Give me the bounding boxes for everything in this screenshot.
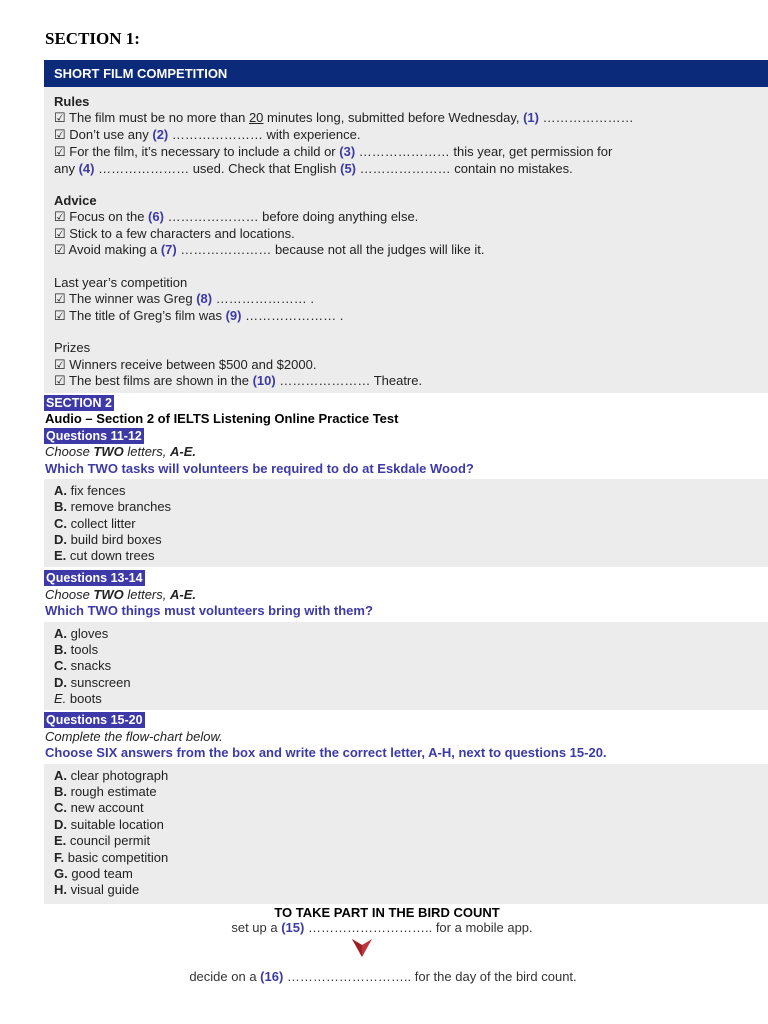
short-film-banner: SHORT FILM COMPETITION	[44, 60, 768, 87]
option-c: C. new account	[54, 800, 144, 815]
last-year-1: ☑ The winner was Greg (8) ………………… .	[54, 291, 314, 306]
rule-2: ☑ Don’t use any (2) ………………… with experience.	[54, 127, 361, 142]
last-year-heading: Last year’s competition	[54, 275, 188, 290]
option-b: B. rough estimate	[54, 784, 157, 799]
flowchart-instruction: Complete the flow-chart below.	[45, 729, 223, 744]
option-e: E. boots	[54, 691, 102, 706]
section1-title: SECTION 1:	[45, 29, 140, 48]
question-number: (3)	[339, 144, 356, 159]
down-arrow-icon	[351, 937, 373, 959]
question-number: (4)	[78, 161, 95, 176]
question-number: (7)	[160, 242, 177, 257]
option-c: C. collect litter	[54, 516, 136, 531]
questions-11-12-tag: Questions 11-12	[46, 429, 142, 443]
rules-heading: Rules	[54, 94, 90, 109]
flowchart-title: TO TAKE PART IN THE BIRD COUNT	[274, 905, 500, 920]
question-number: (5)	[340, 161, 357, 176]
options-box-13-14	[44, 622, 768, 710]
section2-tag: SECTION 2	[46, 396, 112, 410]
option-b: B. tools	[54, 642, 99, 657]
choose-instruction: Choose TWO letters, A-E.	[45, 444, 196, 459]
option-d: D. sunscreen	[54, 675, 131, 690]
option-b: B. remove branches	[54, 499, 172, 514]
question-number: (6)	[148, 209, 164, 224]
audio-title: Audio – Section 2 of IELTS Listening Online Practice Test	[45, 411, 399, 426]
question-15-20-text: Choose SIX answers from the box and write the correct letter, A-H, next to questions 15-20.	[45, 745, 607, 760]
advice-heading: Advice	[54, 193, 97, 208]
prize-2: ☑ The best films are shown in the (10) ………………… Theatre.	[54, 373, 423, 388]
question-number: (8)	[196, 291, 213, 306]
advice-1: ☑ Focus on the (6) ………………… before doing anything else.	[54, 209, 419, 224]
option-f: F. basic competition	[54, 850, 169, 865]
option-e: E. cut down trees	[54, 548, 155, 563]
option-a: A. fix fences	[54, 483, 126, 498]
option-g: G. good team	[54, 866, 133, 881]
last-year-2: ☑ The title of Greg’s film was (9) ………………… .	[54, 308, 344, 323]
option-h: H. visual guide	[54, 882, 140, 897]
advice-3: ☑ Avoid making a (7) ………………… because not all the judges will like it.	[54, 242, 485, 257]
flowchart-step-1: set up a (15) ……………………….. for a mobile app.	[231, 920, 533, 935]
questions-15-20-tag: Questions 15-20	[46, 713, 143, 727]
option-a: A. clear photograph	[54, 768, 169, 783]
question-number: (9)	[225, 308, 242, 323]
question-number: (15)	[281, 920, 305, 935]
option-e: E. council permit	[54, 833, 151, 848]
option-a: A. gloves	[54, 626, 109, 641]
question-13-14-text: Which TWO things must volunteers bring with them?	[45, 603, 373, 618]
question-number: (2)	[152, 127, 169, 142]
rule-4: any (4) ………………… used. Check that English (5) ………………… contain no mistakes.	[54, 161, 573, 176]
prize-1: ☑ Winners receive between $500 and $2000.	[54, 357, 317, 372]
option-c: C. snacks	[54, 658, 112, 673]
flowchart-step-2: decide on a (16) ……………………….. for the day of the bird count.	[189, 969, 577, 984]
option-d: D. build bird boxes	[54, 532, 162, 547]
choose-instruction: Choose TWO letters, A-E.	[45, 587, 196, 602]
questions-13-14-tag: Questions 13-14	[46, 571, 143, 585]
advice-2: ☑ Stick to a few characters and locations.	[54, 226, 295, 241]
question-number: (1)	[523, 110, 539, 125]
rule-3: ☑ For the film, it’s necessary to include a child or (3) ………………… this year, get permission for	[54, 144, 613, 159]
rule-1: ☑ The film must be no more than 20 minutes long, submitted before Wednesday, (1) …………………	[54, 110, 634, 125]
question-number: (16)	[260, 969, 284, 984]
prizes-heading: Prizes	[54, 340, 91, 355]
option-d: D. suitable location	[54, 817, 164, 832]
question-number: (10)	[252, 373, 276, 388]
question-11-12-text: Which TWO tasks will volunteers be required to do at Eskdale Wood?	[45, 461, 474, 476]
